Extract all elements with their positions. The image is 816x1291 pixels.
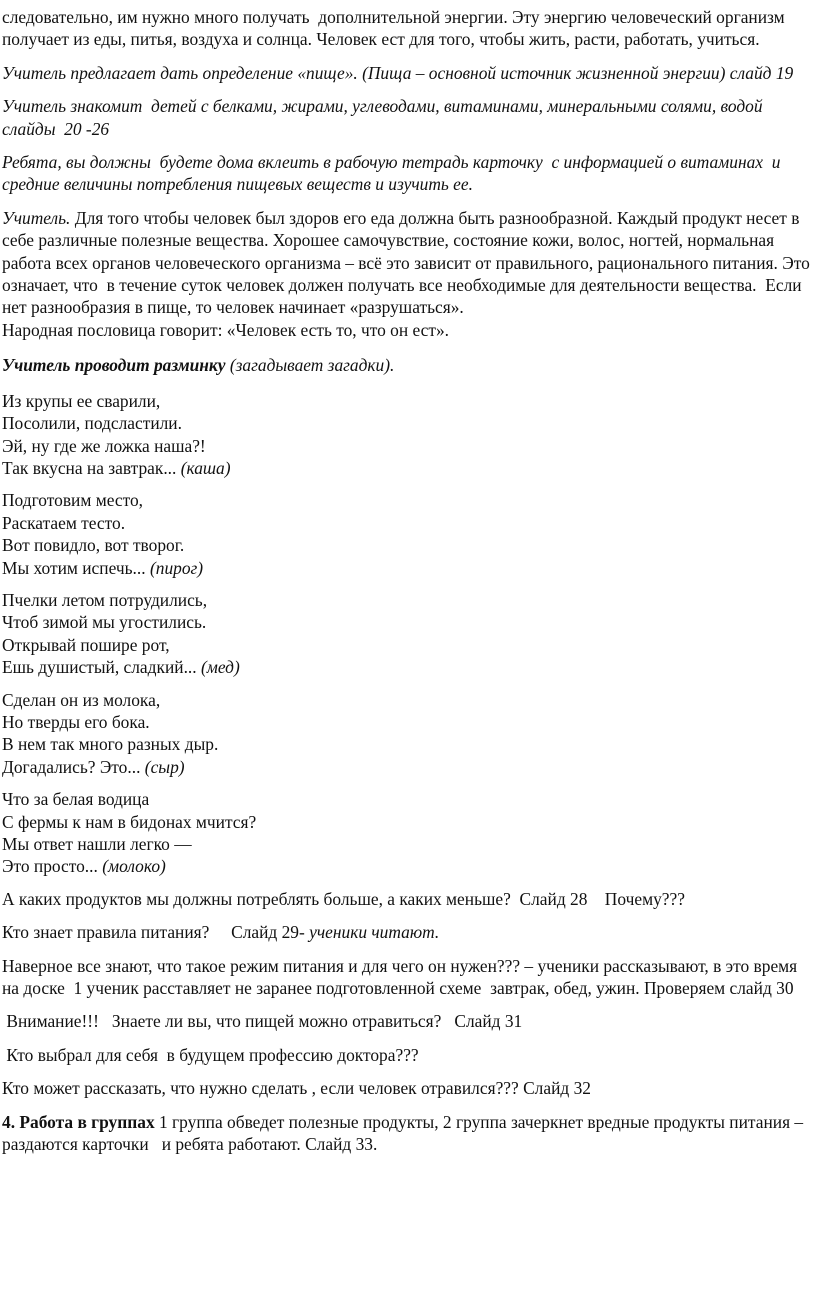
- paragraph-more-less: А каких продуктов мы должны потреблять больше, а каких меньше? Слайд 28 Почему???: [2, 888, 685, 909]
- paragraph-teacher-variety: [2, 207, 816, 341]
- riddle-line: Открывай пошире рот,: [2, 634, 170, 655]
- riddle-line: Чтоб зимой мы угостились.: [2, 612, 207, 633]
- teacher-lead: Учитель.: [2, 207, 71, 228]
- paragraph-attention: Внимание!!! Знаете ли вы, что пищей можно отравиться? Слайд 31: [2, 1011, 523, 1032]
- riddle-line: [2, 855, 816, 877]
- proverb: Народная пословица говорит: «Человек есть то, что он ест».: [2, 319, 450, 340]
- riddle-pirog: [2, 489, 816, 579]
- riddle-answer: (сыр): [144, 756, 185, 777]
- rules-text: Кто знает правила питания? Слайд 29-: [2, 922, 310, 943]
- riddle-line: С фермы к нам в бидонах мчится?: [2, 811, 257, 832]
- riddle-last-line: Это просто...: [2, 856, 103, 877]
- riddle-med: [2, 589, 816, 679]
- paragraph-energy: следовательно, им нужно много получать дополнительной энергии. Эту энергию человеческий организм получает из еды, питья, воздуха и солнца. Человек ест для того, чтобы жить, расти, работать, учиться.: [2, 7, 790, 50]
- riddle-syr: [2, 689, 816, 779]
- paragraph-regime: Наверное все знают, что такое режим питания и для чего он нужен??? – ученики рассказывают, в это время на доске 1 ученик расставляет не заранее подготовленной схеме завтрак, обед, ужин. Проверяем слайд 30: [2, 955, 802, 999]
- riddle-answer: (мед): [200, 657, 240, 678]
- warmup-title: Учитель проводит разминку: [2, 355, 226, 376]
- riddle-answer: (каша): [180, 457, 231, 478]
- riddle-line: Сделан он из молока,: [2, 689, 161, 710]
- riddle-line: Но тверды его бока.: [2, 711, 150, 732]
- riddle-line: Посолили, подсластили.: [2, 413, 182, 434]
- group-work-text: 1 группа обведет полезные продукты, 2 группа зачеркнет вредные продукты питания – раздаются карточки и ребята работают. Слайд 33.: [2, 1111, 808, 1155]
- riddle-line: Эй, ну где же ложка наша?!: [2, 435, 206, 456]
- riddle-kasha: [2, 390, 816, 480]
- riddle-line: Что за белая водица: [2, 789, 150, 810]
- riddle-last-line: Так вкусна на завтрак...: [2, 457, 181, 478]
- riddle-line: Из крупы ее сварили,: [2, 390, 161, 411]
- paragraph-warmup-heading: [2, 354, 816, 376]
- riddle-answer: (пирог): [149, 557, 204, 578]
- riddle-last-line: Ешь душистый, сладкий...: [2, 657, 201, 678]
- riddle-line: [2, 656, 816, 678]
- paragraph-poisoning: Кто может рассказать, что нужно сделать , если человек отравился??? Слайд 32: [2, 1078, 591, 1099]
- riddle-line: Пчелки летом потрудились,: [2, 589, 208, 610]
- warmup-note: (загадывает загадки).: [225, 355, 395, 376]
- riddle-last-line: Мы хотим испечь...: [2, 557, 150, 578]
- riddle-line: Вот повидло, вот творог.: [2, 535, 185, 556]
- paragraph-doctor: Кто выбрал для себя в будущем профессию доктора???: [2, 1044, 419, 1065]
- group-work-title: 4. Работа в группах: [2, 1111, 155, 1132]
- paragraph-homework: Ребята, вы должны будете дома вклеить в рабочую тетрадь карточку с информацией о витаминах и средние величины потребления пищевых веществ и изучить ее.: [2, 152, 785, 195]
- paragraph-group-work: [2, 1111, 816, 1156]
- riddle-answer: (молоко): [102, 856, 166, 877]
- riddle-line: Раскатаем тесто.: [2, 512, 126, 533]
- paragraph-rules: [2, 921, 816, 943]
- paragraph-food-definition: Учитель предлагает дать определение «пище». (Пища – основной источник жизненной энергии) слайд 19: [2, 62, 794, 83]
- riddle-line: Мы ответ нашли легко —: [2, 834, 192, 854]
- riddle-moloko: [2, 788, 816, 878]
- riddle-line: В нем так много разных дыр.: [2, 734, 219, 755]
- riddle-last-line: Догадались? Это...: [2, 756, 145, 777]
- paragraph-nutrients: Учитель знакомит детей с белками, жирами, углеводами, витаминами, минеральными солями, водой слайды 20 -26: [2, 96, 767, 139]
- riddle-line: [2, 756, 816, 778]
- riddle-line: [2, 557, 816, 579]
- riddle-line: [2, 457, 816, 479]
- riddle-line: Подготовим место,: [2, 490, 143, 511]
- variety-text: Для того чтобы человек был здоров его еда должна быть разнообразной. Каждый продукт несет в себе различные полезные вещества. Хорошее самочувствие, состояние кожи, волос, ногтей, нормальная работа всех органов человеческого организма – всё это зависит от правильного, рационального питания. Это означает, что в течение суток человек должен получать все необходимые для деятельности вещества. Если нет разнообразия в пище, то человек начинает «разрушаться».: [2, 207, 815, 318]
- rules-note: ученики читают.: [309, 922, 440, 943]
